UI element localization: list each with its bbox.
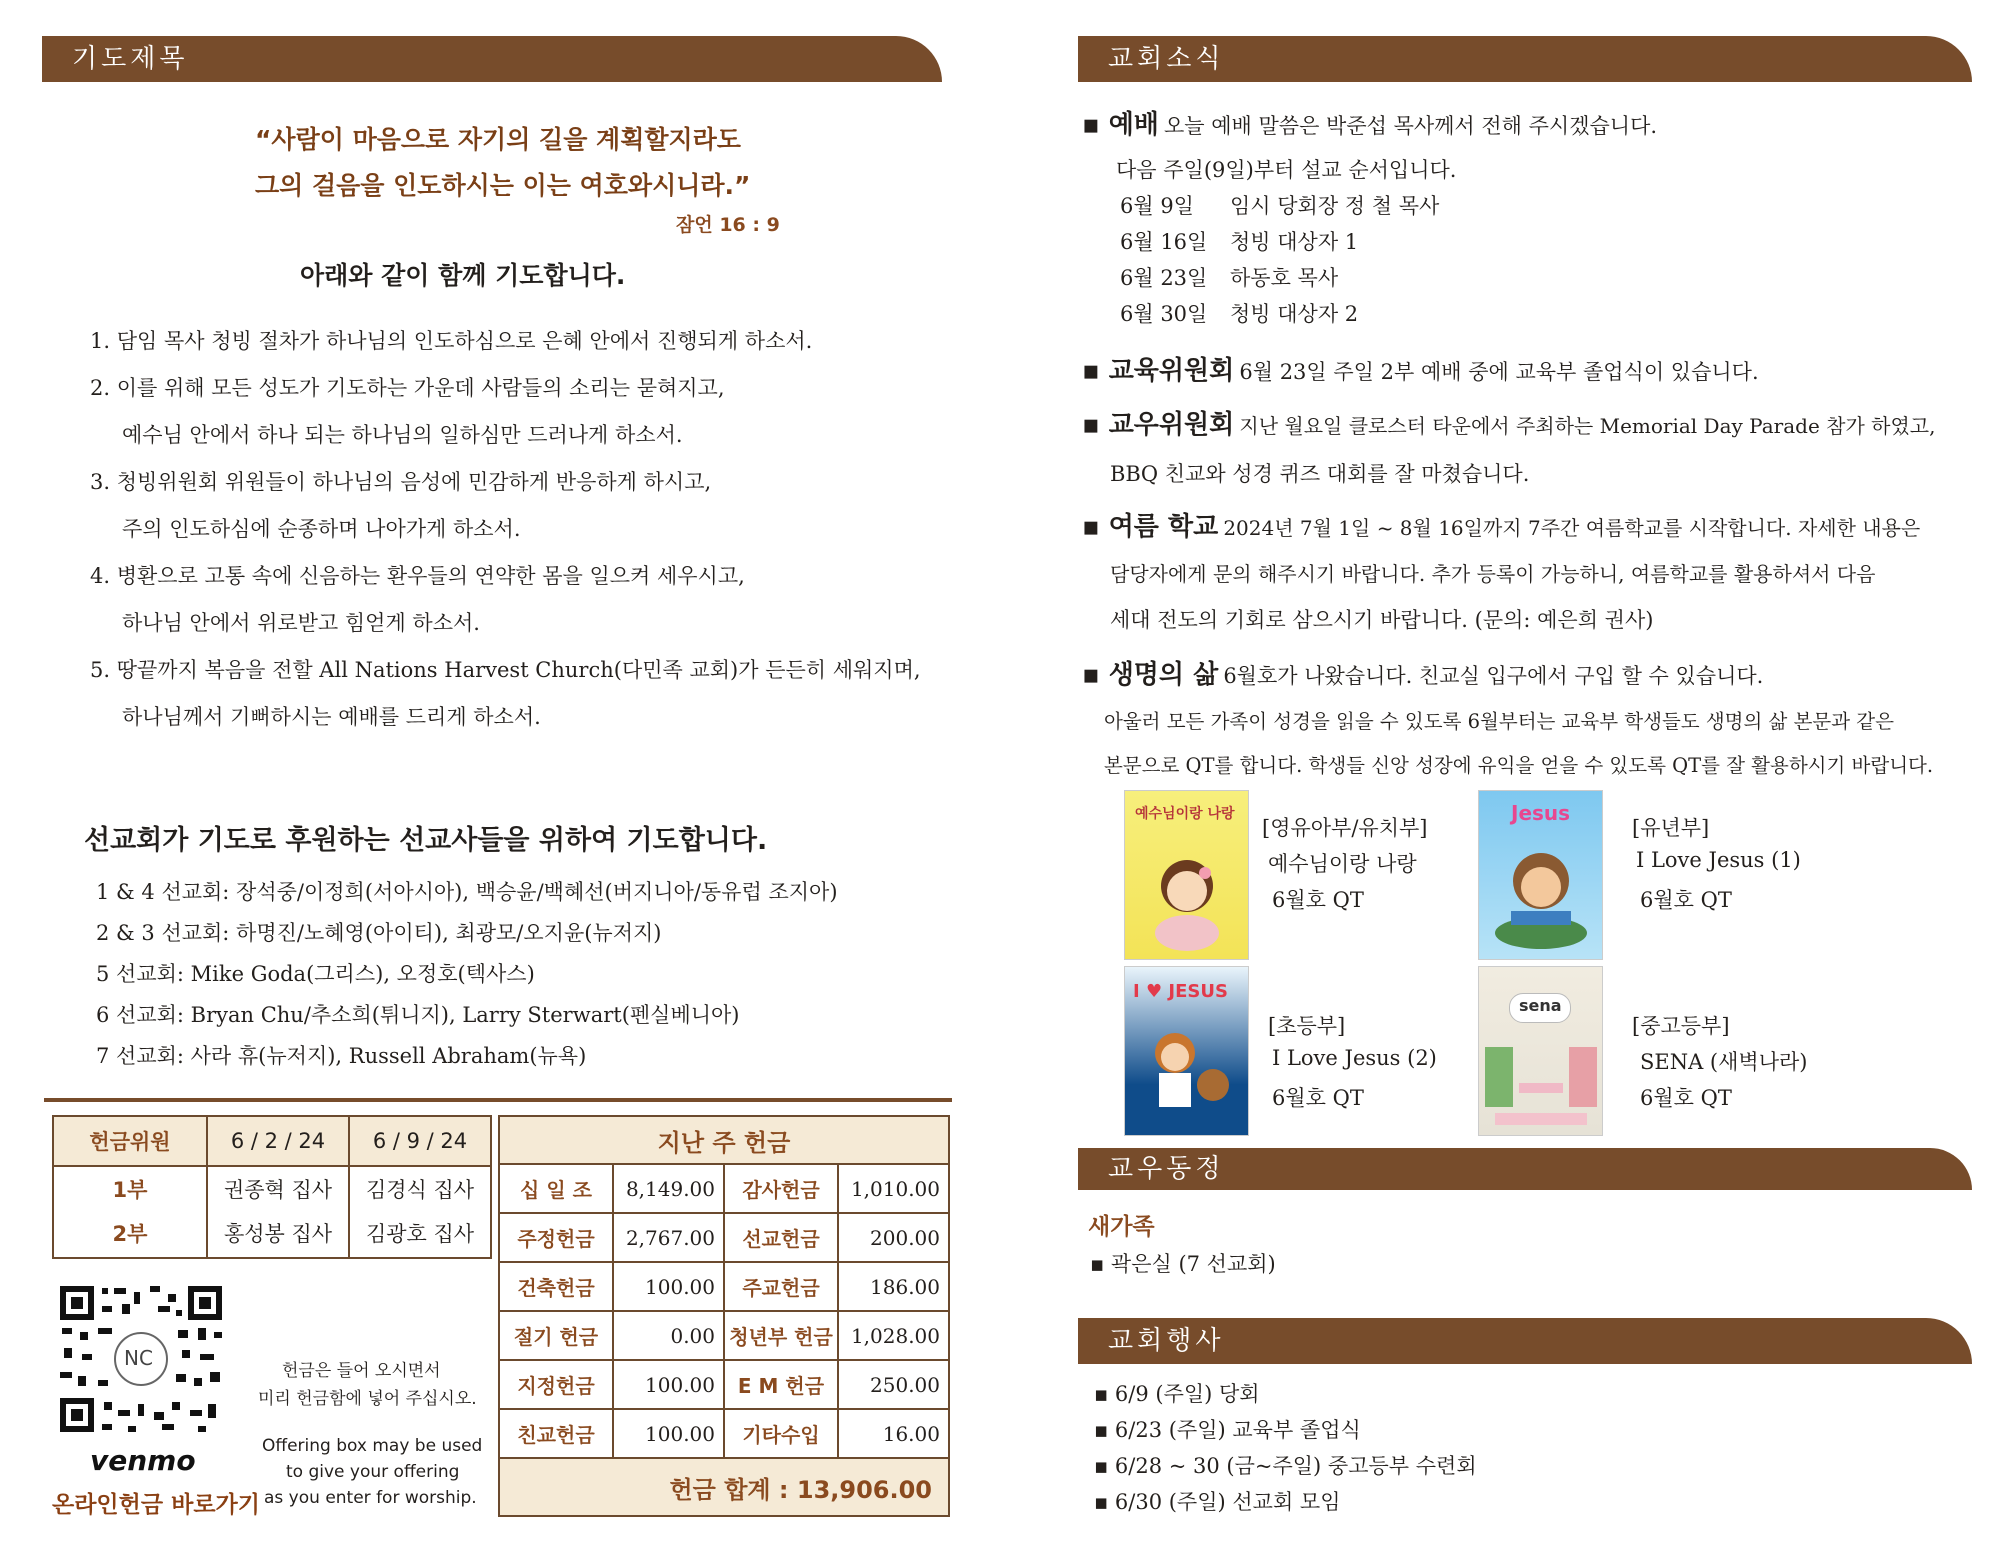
prayer-item: 3. 청빙위원회 위원들이 하나님의 음성에 민감하게 반응하게 하시고, (90, 470, 712, 494)
pilot-illustration-icon (1137, 1019, 1237, 1129)
offering-type: 기타수입 (724, 1409, 838, 1458)
offering-amount: 8,149.00 (613, 1164, 724, 1213)
usher-name-cell (207, 1166, 349, 1258)
schedule-preacher: 청빙 대상자 2 (1230, 302, 1359, 326)
offering-type: 친교헌금 (499, 1409, 613, 1458)
offering-amount: 1,028.00 (838, 1311, 949, 1360)
schedule-preacher: 임시 당회장 정 철 목사 (1230, 194, 1440, 218)
prayer-item-cont: 예수님 안에서 하나 되는 하나님의 일하심만 드러나게 하소서. (122, 423, 683, 447)
education-label: ▪ 교육위원회 (1082, 356, 1235, 386)
usher-name: 권종혁 집사 (223, 1178, 333, 1202)
offering-type: 감사헌금 (724, 1164, 838, 1213)
offering-amount: 100.00 (613, 1360, 724, 1409)
cover-title: I ♥ JESUS (1133, 981, 1228, 1002)
prayer-intro: 아래와 같이 함께 기도합니다. (300, 261, 626, 290)
mission-item: 5 선교회: Mike Goda(그리스), 오정호(텍사스) (96, 962, 535, 986)
life-text-cont: 아울러 모든 가족이 성경을 읽을 수 있도록 6월부터는 교육부 학생들도 생명의 삶 본문과 같은 (1104, 710, 1894, 733)
book-issue: 6월호 QT (1640, 888, 1732, 912)
news-header: 교회소식 (1078, 36, 1972, 82)
members-header: 교우동정 (1078, 1148, 1972, 1190)
mission-item: 7 선교회: 사라 휴(뉴저지), Russell Abraham(뉴욕) (96, 1044, 587, 1068)
event-item: ▪ 6/23 (주일) 교육부 졸업식 (1094, 1418, 1361, 1442)
life-text-cont: 본문으로 QT를 합니다. 학생들 신앙 성장에 유익을 얻을 수 있도록 QT를 잘 활용하시기 바랍니다. (1104, 754, 1934, 777)
venmo-qr-code[interactable] (58, 1284, 224, 1434)
offering-table-title: 지난 주 헌금 (499, 1116, 949, 1164)
offering-total: 헌금 합계 : 13,906.00 (499, 1458, 949, 1516)
library-illustration-icon (1485, 1047, 1597, 1131)
usher-service-cell (53, 1166, 207, 1258)
summer-school-text-cont: 세대 전도의 기회로 삼으시기 바랍니다. (문의: 예은희 권사) (1110, 608, 1654, 632)
verse-reference: 잠언 16 : 9 (676, 214, 780, 236)
book-title: SENA (새벽나라) (1640, 1050, 1808, 1074)
fellowship-label: ▪ 교우위원회 (1082, 410, 1235, 440)
offering-note-ko: 헌금은 들어 오시면서 (282, 1361, 441, 1381)
offering-table (498, 1115, 950, 1517)
book-issue: 6월호 QT (1640, 1086, 1732, 1110)
fellowship-text-cont: BBQ 친교와 성경 퀴즈 대회를 잘 마쳤습니다. (1110, 462, 1530, 486)
prayer-item: 4. 병환으로 고통 속에 신음하는 환우들의 연약한 몸을 일으켜 세우시고, (90, 564, 745, 588)
summer-school-text-cont: 담당자에게 문의 해주시기 바랍니다. 추가 등록이 가능하니, 여름학교를 활용하셔서 다음 (1110, 562, 1876, 586)
education-text: 6월 23일 주일 2부 예배 중에 교육부 졸업식이 있습니다. (1239, 360, 1759, 384)
offering-amount: 186.00 (838, 1262, 949, 1311)
usher-name: 홍성봉 집사 (223, 1222, 333, 1246)
cover-title: 예수님이랑 나랑 (1135, 806, 1235, 822)
cover-title: Jesus (1511, 801, 1571, 825)
news-worship (1082, 104, 1657, 141)
section-divider (44, 1098, 952, 1102)
prayer-item: 1. 담임 목사 청빙 절차가 하나님의 인도하심으로 은혜 안에서 진행되게 하소서. (90, 329, 813, 353)
prayer-header: 기도제목 (42, 36, 942, 82)
usher-name: 김광호 집사 (365, 1222, 475, 1246)
book-title: I Love Jesus (1) (1636, 848, 1801, 872)
offering-type: 건축헌금 (499, 1262, 613, 1311)
schedule-date: 6월 30일 (1120, 302, 1208, 326)
schedule-intro: 다음 주일(9일)부터 설교 순서입니다. (1116, 158, 1457, 182)
offering-amount: 100.00 (613, 1409, 724, 1458)
usher-table-header: 헌금위원 (53, 1116, 207, 1166)
usher-service: 2부 (112, 1222, 148, 1246)
news-fellowship (1082, 404, 1935, 441)
child-illustration-icon (1145, 851, 1230, 951)
usher-name: 김경식 집사 (365, 1178, 475, 1202)
book-issue: 6월호 QT (1272, 888, 1364, 912)
offering-type: E M 헌금 (724, 1360, 838, 1409)
book-cover-elementary-lower (1478, 790, 1603, 960)
event-item: ▪ 6/9 (주일) 당회 (1094, 1382, 1260, 1406)
offering-type: 지정헌금 (499, 1360, 613, 1409)
offering-amount: 16.00 (838, 1409, 949, 1458)
offering-amount: 0.00 (613, 1311, 724, 1360)
prayer-item: 2. 이를 위해 모든 성도가 기도하는 가운데 사람들의 소리는 묻혀지고, (90, 376, 725, 400)
verse-line-1: “사람이 마음으로 자기의 길을 계획할지라도 (255, 125, 741, 154)
book-cover-youth (1478, 966, 1603, 1136)
offering-type: 주정헌금 (499, 1213, 613, 1262)
life-label: ▪ 생명의 삶 (1082, 660, 1219, 690)
news-life (1082, 654, 1763, 691)
offering-note-en: as you enter for worship. (264, 1488, 477, 1508)
schedule-preacher: 하동호 목사 (1230, 266, 1339, 290)
venmo-logo: venmo (90, 1444, 196, 1477)
book-dept: [중고등부] (1632, 1014, 1730, 1038)
schedule-date: 6월 16일 (1120, 230, 1208, 254)
online-offering-link[interactable]: 온라인헌금 바로가기 (52, 1492, 260, 1518)
offering-amount: 250.00 (838, 1360, 949, 1409)
book-dept: [초등부] (1268, 1014, 1346, 1038)
cover-title: sena (1519, 996, 1562, 1015)
offering-type: 선교헌금 (724, 1213, 838, 1262)
usher-table-header: 6 / 2 / 24 (207, 1116, 349, 1166)
prayer-item-cont: 주의 인도하심에 순종하며 나아가게 하소서. (122, 517, 521, 541)
schedule-preacher: 청빙 대상자 1 (1230, 230, 1359, 254)
verse-line-2: 그의 걸음을 인도하시는 이는 여호와시니라.” (255, 171, 751, 200)
mission-item: 2 & 3 선교회: 하명진/노혜영(아이티), 최광모/오지윤(뉴저지) (96, 921, 662, 945)
offering-type: 주교헌금 (724, 1262, 838, 1311)
news-summer-school (1082, 506, 1920, 543)
worship-text: 오늘 예배 말씀은 박준섭 목사께서 전해 주시겠습니다. (1164, 114, 1658, 138)
offering-amount: 100.00 (613, 1262, 724, 1311)
new-family-label: 새가족 (1088, 1214, 1155, 1240)
summer-school-label: ▪ 여름 학교 (1082, 512, 1219, 542)
offering-type: 십 일 조 (499, 1164, 613, 1213)
life-text: 6월호가 나왔습니다. 친교실 입구에서 구입 할 수 있습니다. (1223, 664, 1764, 688)
book-title: 예수님이랑 나랑 (1268, 852, 1417, 876)
offering-amount: 200.00 (838, 1213, 949, 1262)
book-dept: [유년부] (1632, 816, 1710, 840)
book-issue: 6월호 QT (1272, 1086, 1364, 1110)
usher-name-cell (349, 1166, 491, 1258)
book-title: I Love Jesus (2) (1272, 1046, 1437, 1070)
usher-table-header: 6 / 9 / 24 (349, 1116, 491, 1166)
offering-amount: 1,010.00 (838, 1164, 949, 1213)
new-family-item: ▪ 곽은실 (7 선교회) (1090, 1252, 1276, 1276)
fellowship-text: 지난 월요일 클로스터 타운에서 주최하는 Memorial Day Parade 참가 하였고, (1239, 414, 1936, 438)
book-cover-preschool (1124, 790, 1249, 960)
events-header: 교회행사 (1078, 1318, 1972, 1364)
usher-service: 1부 (112, 1178, 148, 1202)
offering-note-en: to give your offering (286, 1462, 460, 1482)
offering-type: 청년부 헌금 (724, 1311, 838, 1360)
prayer-item-cont: 하나님 안에서 위로받고 힘얻게 하소서. (122, 611, 480, 635)
offering-note-ko: 미리 헌금함에 넣어 주십시오. (258, 1389, 477, 1409)
missions-title: 선교회가 기도로 후원하는 선교사들을 위하여 기도합니다. (84, 825, 768, 856)
schedule-date: 6월 23일 (1120, 266, 1208, 290)
mission-item: 1 & 4 선교회: 장석중/이정희(서아시아), 백승윤/백혜선(버지니아/동유럽 조지아) (96, 880, 838, 904)
book-dept: [영유아부/유치부] (1262, 816, 1428, 840)
prayer-item: 5. 땅끝까지 복음을 전할 All Nations Harvest Church(다민족 교회)가 든든히 세워지며, (90, 658, 921, 682)
usher-table (52, 1115, 492, 1259)
offering-note-en: Offering box may be used (262, 1436, 483, 1456)
book-cover-elementary (1124, 966, 1249, 1136)
mission-item: 6 선교회: Bryan Chu/추소희(튀니지), Larry Sterwart(펜실베니아) (96, 1003, 740, 1027)
offering-amount: 2,767.00 (613, 1213, 724, 1262)
event-item: ▪ 6/30 (주일) 선교회 모임 (1094, 1490, 1341, 1514)
summer-school-text: 2024년 7월 1일 ~ 8월 16일까지 7주간 여름학교를 시작합니다. 자세한 내용은 (1223, 516, 1921, 540)
qr-center-label: NC (124, 1346, 153, 1370)
prayer-item-cont: 하나님께서 기뻐하시는 예배를 드리게 하소서. (122, 705, 541, 729)
cartoon-illustration-icon (1491, 841, 1591, 951)
schedule-date: 6월 9일 (1120, 194, 1194, 218)
news-education (1082, 350, 1759, 387)
offering-type: 절기 헌금 (499, 1311, 613, 1360)
event-item: ▪ 6/28 ~ 30 (금~주일) 중고등부 수련회 (1094, 1454, 1477, 1478)
worship-label: ▪ 예배 (1082, 110, 1159, 140)
